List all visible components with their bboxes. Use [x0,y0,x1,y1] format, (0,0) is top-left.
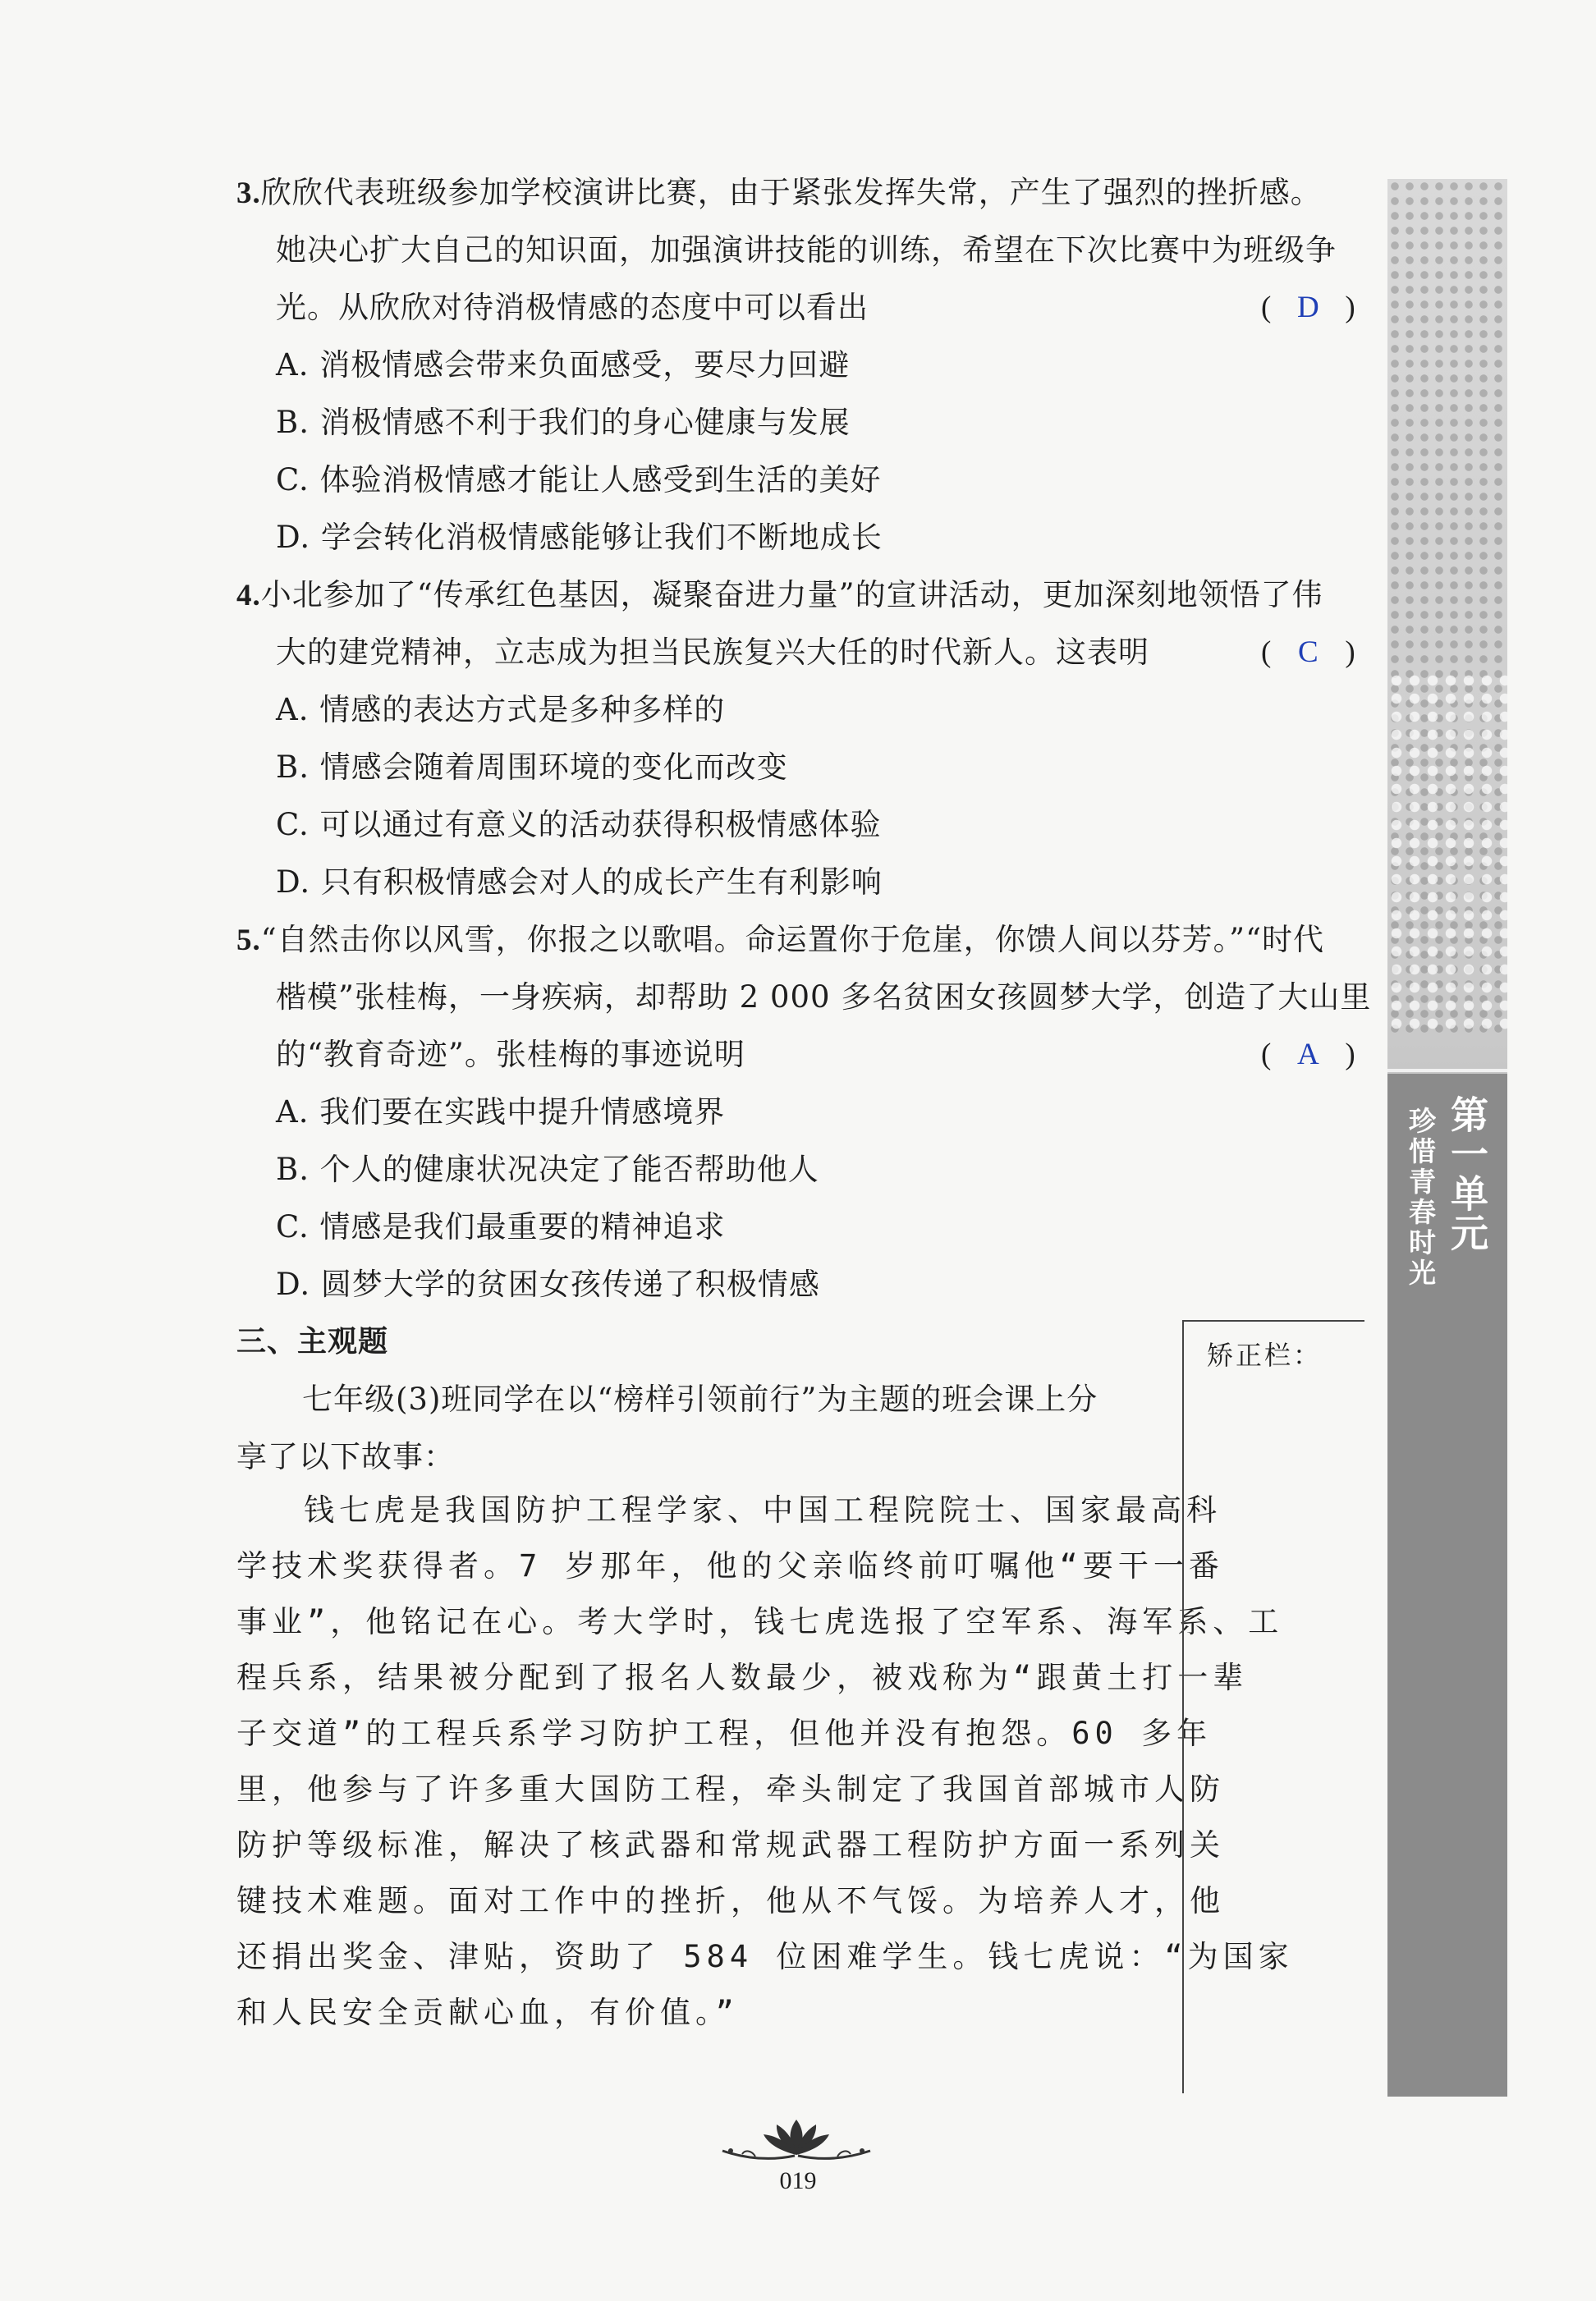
question-3-line-2: 她决心扩大自己的知识面，加强演讲技能的训练，希望在下次比赛中为班级争 [276,232,1337,268]
question-5-line-3: 的“教育奇迹”。张桂梅的事迹说明 [276,1037,745,1072]
option-a: A. 情感的表达方式是多种多样的 [276,692,726,727]
answer-bracket: ( A ) [1261,1026,1355,1084]
halftone-highlight [1387,672,1507,1033]
question-number: 4. [236,579,261,612]
story-line: 程兵系，结果被分配到了报名人数最少，被戏称为“跟黄土打一辈 [236,1660,1249,1695]
option-a: A. 消极情感会带来负面感受，要尽力回避 [276,347,851,383]
option-b: B. 情感会随着周围环境的变化而改变 [276,749,788,785]
question-4-line-2: 大的建党精神，立志成为担当民族复兴大任的时代新人。这表明 [276,635,1149,670]
story-line: 键技术难题。面对工作中的挫折，他从不气馁。为培养人才，他 [236,1883,1225,1918]
story-line: 和人民安全贡献心血，有价值。” [236,1995,739,2030]
option-d: D. 学会转化消极情感能够让我们不断地成长 [276,520,883,555]
option-c: C. 体验消极情感才能让人感受到生活的美好 [276,462,882,497]
option-c: C. 情感是我们最重要的精神追求 [276,1209,726,1244]
option-a: A. 我们要在实践中提升情感境界 [276,1094,726,1130]
question-4-line-1: 4.小北参加了“传承红色基因，凝聚奋进力量”的宣讲活动，更加深刻地领悟了伟 [236,577,1323,612]
story-line: 防护等级标准，解决了核武器和常规武器工程防护方面一系列关 [236,1827,1225,1863]
tab-divider [1387,1069,1507,1072]
floral-ornament-icon [706,2118,887,2167]
question-3-line-1: 3.欣欣代表班级参加学校演讲比赛，由于紧张发挥失常，产生了强烈的挫折感。 [236,175,1322,210]
correction-label: 矫正栏： [1207,1340,1323,1371]
question-number: 5. [236,924,261,957]
answer-letter: C [1297,635,1319,669]
page-number: 019 [779,2167,817,2194]
unit-side-tab [1387,179,1507,2097]
story-line: 事业”，他铭记在心。考大学时，钱七虎选报了空军系、海军系、工 [236,1604,1284,1639]
answer-letter: A [1296,1038,1319,1071]
correction-column[interactable] [1182,1320,1364,2093]
answer-letter: D [1296,291,1319,324]
option-b: B. 消极情感不利于我们的身心健康与发展 [276,405,851,440]
section-intro-line-2: 享了以下故事： [236,1439,455,1474]
story-line: 还捐出奖金、津贴，资助了 584 位困难学生。钱七虎说：“为国家 [236,1939,1294,1974]
question-number: 3. [236,176,261,210]
story-line: 钱七虎是我国防护工程学家、中国工程院院士、国家最高科 [304,1492,1222,1528]
section-intro-line-1: 七年级(3)班同学在以“榜样引领前行”为主题的班会课上分 [302,1382,1098,1417]
story-line: 子交道”的工程兵系学习防护工程，但他并没有抱怨。60 多年 [236,1716,1213,1751]
option-b: B. 个人的健康状况决定了能否帮助他人 [276,1152,819,1187]
story-line: 学技术奖获得者。7 岁那年，他的父亲临终前叮嘱他“要干一番 [236,1548,1224,1584]
question-5-line-1: 5.“自然击你以风雪，你报之以歌唱。命运置你于危崖，你馈人间以芬芳。”“时代 [236,922,1324,957]
option-d: D. 圆梦大学的贫困女孩传递了积极情感 [276,1267,820,1302]
option-d: D. 只有积极情感会对人的成长产生有利影响 [276,864,883,900]
answer-bracket: ( D ) [1261,279,1355,337]
unit-subtitle: 珍惜青春时光 [1405,1107,1437,1289]
story-line: 里，他参与了许多重大国防工程，牵头制定了我国首部城市人防 [236,1772,1225,1807]
question-3-line-3: 光。从欣欣对待消极情感的态度中可以看出 [276,290,869,325]
answer-bracket: ( C ) [1261,624,1355,681]
section-title: 三、主观题 [236,1325,389,1359]
option-c: C. 可以通过有意义的活动获得积极情感体验 [276,807,882,842]
unit-title: 第一单元 [1445,1095,1489,1253]
question-5-line-2: 楷模”张桂梅，一身疾病，却帮助 2 000 多名贫困女孩圆梦大学，创造了大山里 [276,979,1372,1015]
